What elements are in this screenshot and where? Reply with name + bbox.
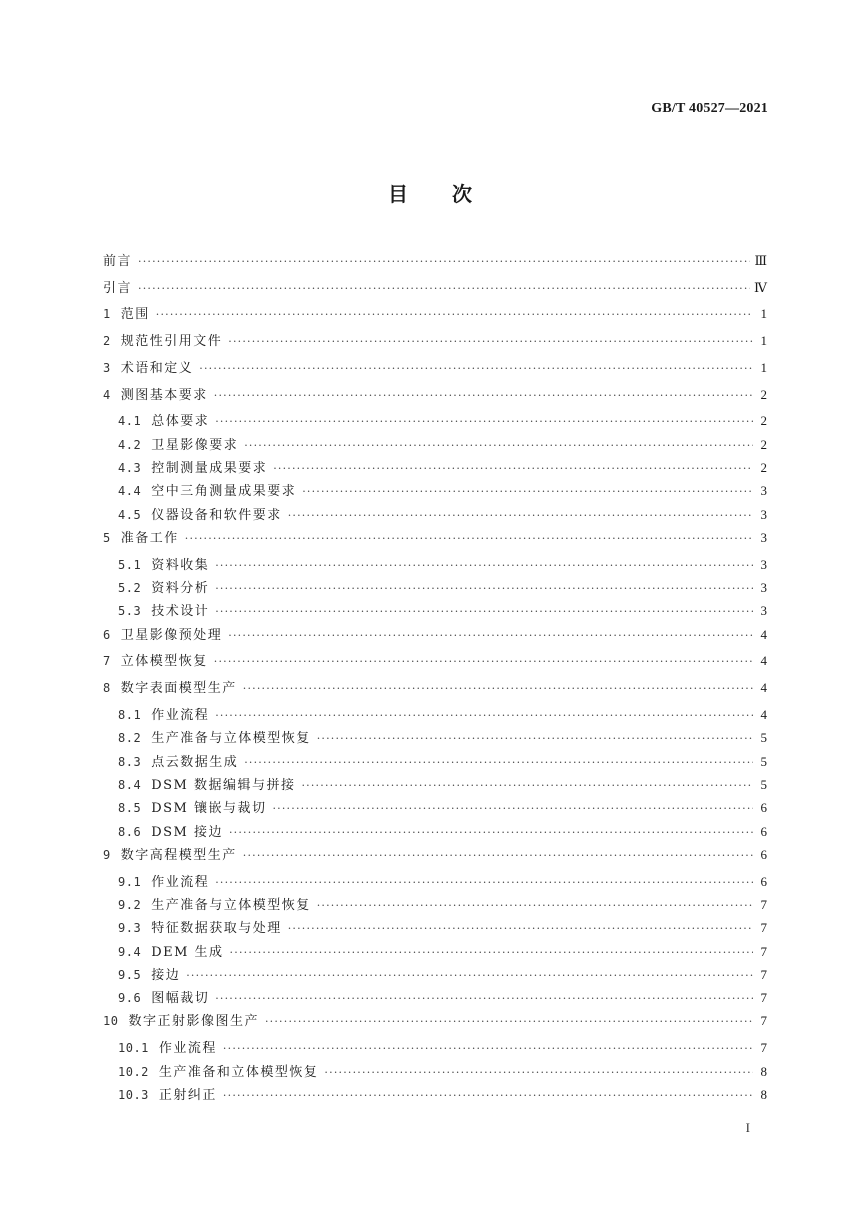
- toc-entry[interactable]: [103, 303, 767, 330]
- toc-entry[interactable]: [103, 504, 767, 527]
- toc-entry-number: 4.1: [118, 414, 142, 429]
- toc-entry-page: 4: [760, 653, 767, 669]
- dot-leader: [215, 582, 753, 595]
- dot-leader: [243, 682, 753, 695]
- toc-entry-title: 图幅裁切: [151, 991, 210, 1007]
- toc-entry-title: 数字正射影像图生产: [128, 1014, 259, 1030]
- dot-leader: [215, 415, 753, 428]
- toc-entry-number: 8.3: [118, 754, 142, 769]
- toc-entry-number: 8.1: [118, 708, 142, 723]
- toc-entry-page: Ⅲ: [754, 253, 767, 268]
- toc-entry-page: 5: [760, 753, 767, 769]
- toc-entry[interactable]: [103, 704, 767, 727]
- dot-leader: [301, 779, 753, 792]
- toc-entry-page: 7: [760, 943, 767, 959]
- toc-entry-page: 6: [760, 823, 767, 839]
- toc-entry-number: 9.1: [118, 874, 142, 889]
- toc-entry[interactable]: [103, 821, 767, 844]
- toc-entry-page: 3: [760, 483, 767, 499]
- toc-entry-page: 5: [760, 776, 767, 792]
- toc-entry-page: 7: [760, 1013, 767, 1029]
- toc-entry[interactable]: [103, 941, 767, 964]
- dot-leader: [244, 439, 753, 452]
- dot-leader: [317, 732, 753, 745]
- toc-entry[interactable]: [103, 727, 767, 750]
- toc-entry-page: 2: [760, 386, 767, 402]
- toc-entry-title: 总体要求: [151, 414, 210, 430]
- toc-entry-title: 范围: [120, 307, 150, 323]
- toc-entry-title: 数字表面模型生产: [120, 681, 237, 697]
- toc-entry[interactable]: [103, 1037, 767, 1060]
- toc-entry-page: 6: [760, 873, 767, 889]
- dot-leader: [223, 1042, 753, 1055]
- toc-entry[interactable]: [103, 677, 767, 704]
- toc-entry-page: 7: [760, 990, 767, 1006]
- toc-entry-title: 资料分析: [151, 581, 210, 597]
- toc-entry[interactable]: [103, 457, 767, 480]
- toc-entry-page: 4: [760, 707, 767, 723]
- toc-entry-number: 10.1: [118, 1041, 149, 1056]
- toc-entry-number: 7: [103, 654, 111, 669]
- toc-entry-number: 8.2: [118, 731, 142, 746]
- dot-leader: [228, 335, 753, 348]
- toc-entry-number: 10.3: [118, 1087, 149, 1102]
- toc-entry[interactable]: [103, 844, 767, 871]
- toc-entry[interactable]: [103, 650, 767, 677]
- toc-entry[interactable]: [103, 277, 767, 304]
- toc-entry-title: 立体模型恢复: [120, 654, 208, 670]
- dot-leader: [288, 922, 753, 935]
- toc-entry-title: DSM 接边: [151, 824, 223, 840]
- toc-entry-number: 4: [103, 387, 111, 402]
- page-number: I: [745, 1120, 750, 1135]
- toc-entry-title: 作业流程: [151, 874, 210, 890]
- toc-entry-number: 8.4: [118, 777, 142, 792]
- dot-leader: [243, 849, 753, 862]
- dot-leader: [185, 532, 753, 545]
- toc-entry-title: 正射纠正: [158, 1087, 217, 1103]
- toc-entry-title: 前言: [103, 254, 133, 269]
- dot-leader: [215, 559, 753, 572]
- toc-entry-page: Ⅳ: [754, 279, 767, 295]
- dot-leader: [138, 255, 750, 268]
- toc-entry-number: 9.4: [118, 944, 142, 959]
- toc-entry-title: 引言: [103, 280, 133, 296]
- toc-entry-number: 5.3: [118, 604, 142, 619]
- toc-entry-page: 7: [760, 896, 767, 912]
- toc-entry-page: 1: [760, 359, 767, 375]
- toc-entry[interactable]: [103, 554, 767, 577]
- toc-entry-page: 3: [760, 529, 767, 545]
- dot-leader: [214, 655, 753, 668]
- toc-entry-number: 5.1: [118, 557, 142, 572]
- dot-leader: [265, 1015, 753, 1028]
- toc-entry-title: 特征数据获取与处理: [151, 921, 282, 937]
- toc-entry-number: 6: [103, 627, 111, 642]
- toc-entry-number: 10: [103, 1014, 119, 1029]
- toc-entry-number: 9.6: [118, 991, 142, 1006]
- toc-entry-page: 3: [760, 603, 767, 619]
- toc-entry-number: 5: [103, 530, 111, 545]
- dot-leader: [156, 308, 753, 321]
- toc-entry-number: 4.2: [118, 437, 142, 452]
- toc-entry-number: 4.3: [118, 461, 142, 476]
- dot-leader: [302, 485, 753, 498]
- toc-entry[interactable]: [103, 577, 767, 600]
- toc-entry-page: 7: [760, 920, 767, 936]
- dot-leader: [273, 462, 753, 475]
- toc-entry-title: 准备工作: [120, 530, 179, 546]
- toc-entry-page: 6: [760, 846, 767, 862]
- toc-entry-number: 8.5: [118, 801, 142, 816]
- dot-leader: [324, 1066, 753, 1079]
- toc-entry-page: 7: [760, 966, 767, 982]
- toc-entry-page: 8: [760, 1063, 767, 1079]
- dot-leader: [215, 605, 753, 618]
- toc-entry[interactable]: [103, 250, 767, 277]
- dot-leader: [214, 389, 753, 402]
- toc-entry-page: 2: [760, 460, 767, 476]
- toc-entry[interactable]: [103, 1010, 767, 1037]
- toc-entry-page: 3: [760, 580, 767, 596]
- toc-entry-title: 卫星影像预处理: [120, 627, 223, 643]
- toc-entry-title: 规范性引用文件: [120, 334, 223, 350]
- toc-entry-title: DSM 数据编辑与拼接: [151, 777, 296, 793]
- toc-entry[interactable]: [103, 1061, 767, 1084]
- toc-entry-page: 8: [760, 1086, 767, 1102]
- toc-entry[interactable]: [103, 480, 767, 503]
- toc-entry-page: 1: [760, 333, 767, 349]
- toc-entry[interactable]: [103, 384, 767, 411]
- toc-entry-title: 数字高程模型生产: [120, 847, 237, 863]
- toc-entry-title: 术语和定义: [120, 360, 194, 376]
- toc-entry-page: 5: [760, 730, 767, 746]
- toc-entry[interactable]: [103, 330, 767, 357]
- toc-entry-page: 4: [760, 680, 767, 696]
- toc-entry[interactable]: [103, 410, 767, 433]
- toc-entry-title: 生产准备与立体模型恢复: [151, 731, 311, 747]
- dot-leader: [199, 362, 753, 375]
- toc-entry[interactable]: [103, 774, 767, 797]
- toc-entry-number: 4.5: [118, 507, 142, 522]
- toc-entry[interactable]: [103, 964, 767, 987]
- toc-entry[interactable]: [103, 357, 767, 384]
- toc-entry[interactable]: [103, 894, 767, 917]
- dot-leader: [244, 756, 753, 769]
- toc-entry-number: 9.5: [118, 967, 142, 982]
- toc-entry-title: DSM 镶嵌与裁切: [151, 801, 267, 817]
- toc-entry-page: 1: [760, 306, 767, 322]
- dot-leader: [215, 876, 753, 889]
- toc-entry[interactable]: [103, 987, 767, 1010]
- toc-entry-number: 2: [103, 334, 111, 349]
- toc-entry-title: 卫星影像要求: [151, 437, 239, 453]
- toc-entry[interactable]: [103, 1084, 767, 1107]
- toc-entry-number: 9.3: [118, 921, 142, 936]
- toc-entry-title: 测图基本要求: [120, 387, 208, 403]
- toc-entry-page: 3: [760, 506, 767, 522]
- toc-entry-title: 控制测量成果要求: [151, 461, 268, 477]
- toc-entry-number: 8.6: [118, 824, 142, 839]
- toc-entry-number: 9: [103, 847, 111, 862]
- toc-entry-number: 3: [103, 360, 111, 375]
- toc-entry-title: 资料收集: [151, 557, 210, 573]
- toc-entry-title: 接边: [151, 967, 181, 983]
- dot-leader: [317, 899, 753, 912]
- toc-entry[interactable]: [103, 751, 767, 774]
- toc-entry-title: 点云数据生成: [151, 754, 239, 770]
- dot-leader: [228, 629, 753, 642]
- dot-leader: [230, 946, 753, 959]
- toc-entry[interactable]: [103, 797, 767, 820]
- table-of-contents: [103, 250, 767, 1107]
- toc-entry-number: 1: [103, 307, 111, 322]
- dot-leader: [186, 969, 753, 982]
- standard-number: GB/T 40527—2021: [651, 101, 768, 116]
- dot-leader: [229, 826, 753, 839]
- toc-entry[interactable]: [103, 600, 767, 623]
- toc-entry[interactable]: [103, 434, 767, 457]
- toc-entry-page: 3: [760, 556, 767, 572]
- toc-entry-number: 4.4: [118, 484, 142, 499]
- toc-entry-title: 作业流程: [158, 1041, 217, 1057]
- dot-leader: [223, 1089, 753, 1102]
- page-title: 目次: [388, 182, 516, 206]
- toc-entry-title: 仪器设备和软件要求: [151, 507, 282, 523]
- toc-entry-title: 生产准备与立体模型恢复: [151, 897, 311, 913]
- toc-entry-page: 2: [760, 436, 767, 452]
- toc-entry-title: 空中三角测量成果要求: [151, 484, 297, 500]
- toc-entry-number: 10.2: [118, 1064, 149, 1079]
- toc-entry-number: 8: [103, 681, 111, 696]
- toc-entry-page: 2: [760, 413, 767, 429]
- toc-entry-number: 5.2: [118, 581, 142, 596]
- toc-entry-number: 9.2: [118, 897, 142, 912]
- dot-leader: [215, 709, 753, 722]
- dot-leader: [288, 509, 753, 522]
- toc-entry[interactable]: [103, 917, 767, 940]
- dot-leader: [138, 282, 750, 295]
- dot-leader: [215, 992, 753, 1005]
- toc-entry-page: 7: [760, 1040, 767, 1056]
- toc-entry-page: 6: [760, 800, 767, 816]
- toc-entry-title: DEM 生成: [151, 944, 224, 960]
- toc-entry-page: 4: [760, 626, 767, 642]
- toc-entry[interactable]: [103, 624, 767, 651]
- toc-entry-title: 技术设计: [151, 604, 210, 620]
- dot-leader: [272, 802, 753, 815]
- toc-entry[interactable]: [103, 871, 767, 894]
- toc-entry-title: 作业流程: [151, 708, 210, 724]
- toc-entry-title: 生产准备和立体模型恢复: [158, 1064, 319, 1080]
- toc-entry[interactable]: [103, 527, 767, 554]
